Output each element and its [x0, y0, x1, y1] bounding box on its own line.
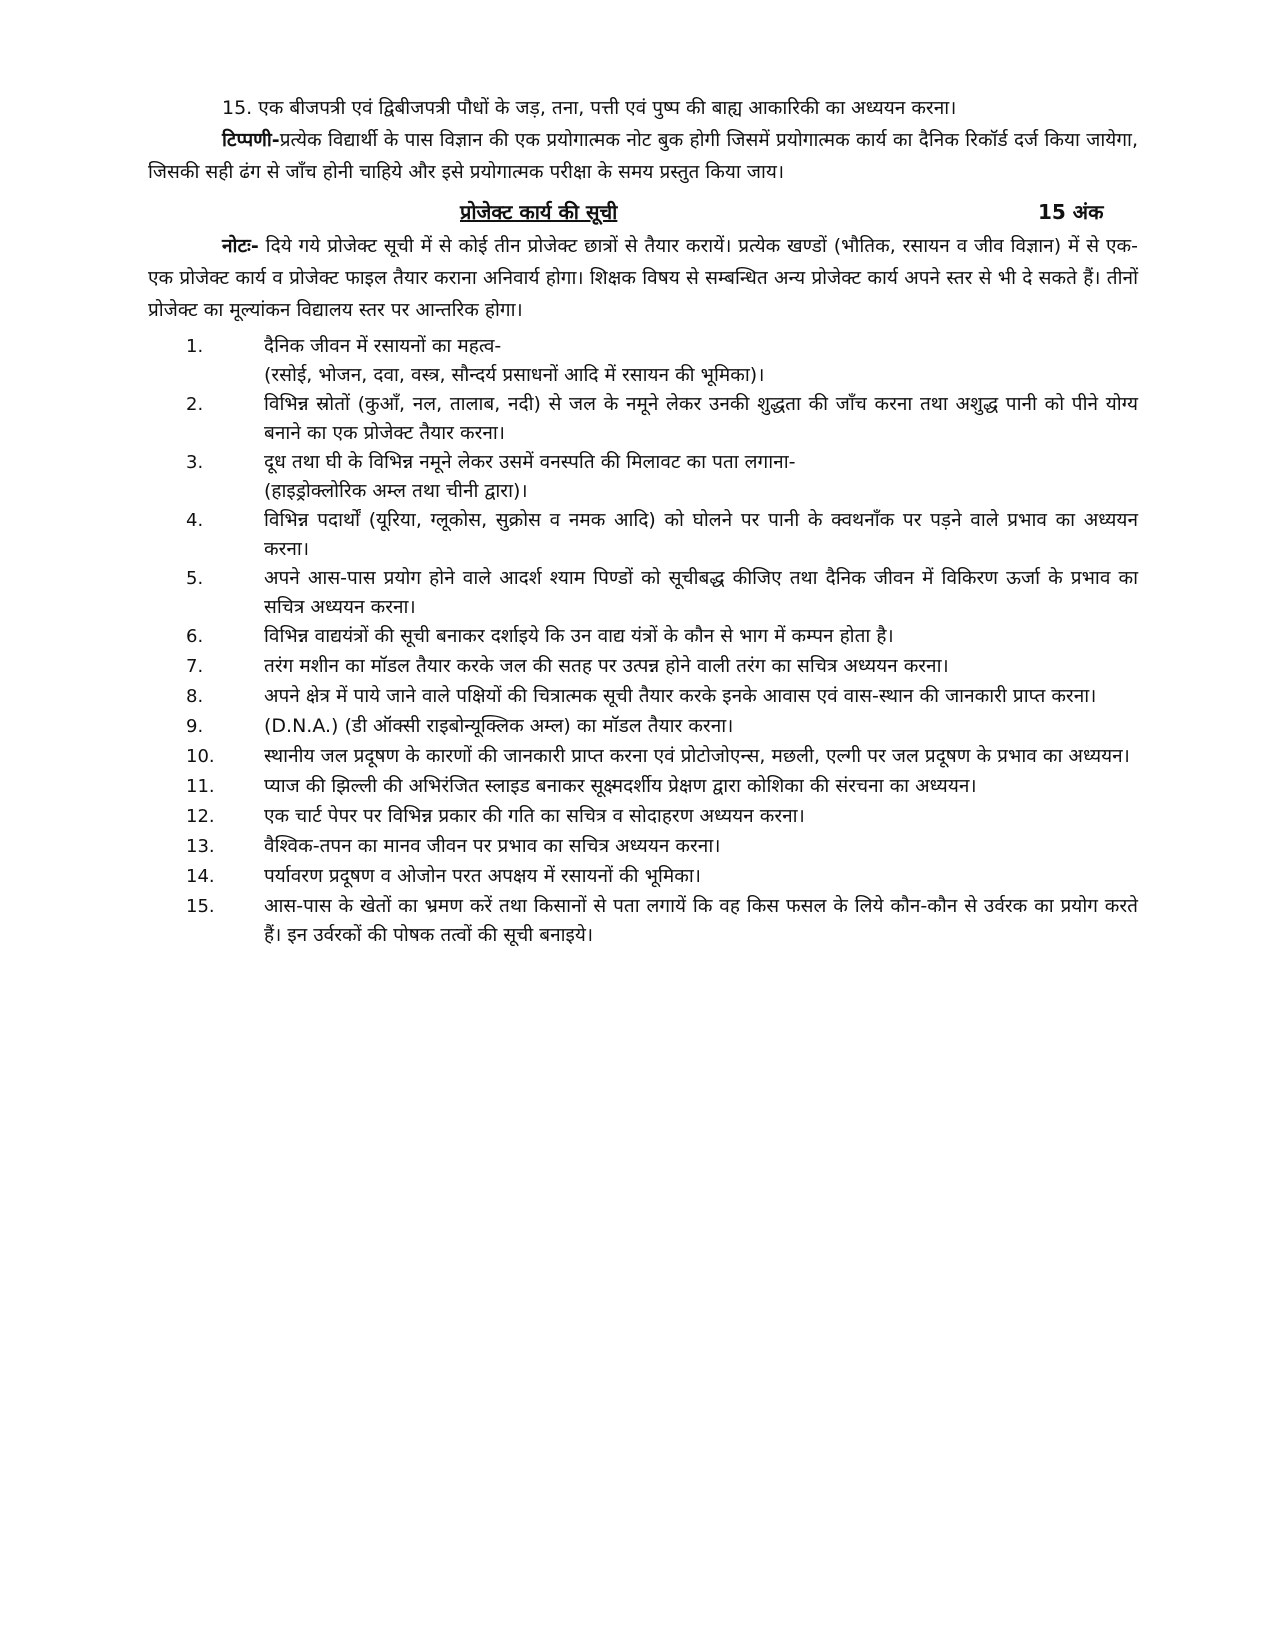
list-item-number: 5. — [186, 568, 204, 589]
list-item — [148, 652, 1138, 682]
list-item-number: 15. — [186, 896, 215, 917]
list-item-text: प्याज की झिल्ली की अभिरंजित स्लाइड बनाकर सूक्ष्मदर्शीय प्रेक्षण द्वारा कोशिका की संरचना का अध्ययन। — [264, 775, 977, 797]
project-list — [148, 332, 1138, 950]
list-item-line: (हाइड्रोक्लोरिक अम्ल तथा चीनी द्वारा)। — [264, 480, 528, 502]
list-item-number: 14. — [186, 866, 215, 887]
list-item-number: 6. — [186, 626, 204, 647]
list-item-number: 4. — [186, 510, 204, 531]
list-item-text: विभिन्न पदार्थों (यूरिया, ग्लूकोस, सुक्रोस व नमक आदि) को घोलने पर पानी के क्वथनाँक पर पड़ने वाले प्रभाव का अध्ययन करना। — [264, 509, 1138, 560]
list-item — [148, 832, 1138, 862]
list-item — [148, 506, 1138, 564]
list-item-line: दैनिक जीवन में रसायनों का महत्व- — [264, 335, 502, 357]
list-item-text: अपने क्षेत्र में पाये जाने वाले पक्षियों की चित्रात्मक सूची तैयार करके इनके आवास एवं वास-स्थान की जानकारी प्राप्त करना। — [264, 685, 1097, 707]
list-item — [148, 712, 1138, 742]
document-body — [148, 92, 1138, 950]
list-item-text: आस-पास के खेतों का भ्रमण करें तथा किसानों से पता लगायें कि वह किस फसल के लिये कौन-कौन से उर्वरक का प्रयोग करते हैं। इन उर्वरकों की पोषक तत्वों की सूची बनाइये। — [264, 895, 1138, 946]
section-heading — [148, 194, 1138, 230]
practical-note-label: टिप्पणी- — [222, 129, 280, 151]
list-item-number: 3. — [186, 452, 204, 473]
section-marks: 15 अंक — [1038, 200, 1104, 224]
list-item-number: 1. — [186, 336, 204, 357]
section-title: प्रोजेक्ट कार्य की सूची — [460, 200, 618, 224]
project-note-text: दिये गये प्रोजेक्ट सूची में से कोई तीन प्रोजेक्ट छात्रों से तैयार करायें। प्रत्येक खण्डों (भौतिक, रसायन व जीव विज्ञान) में से एक-एक प्रोजेक्ट कार्य व प्रोजेक्ट फाइल तैयार कराना अनिवार्य होगा। शिक्षक विषय से सम्बन्धित अन्य प्रोजेक्ट कार्य अपने स्तर से भी दे सकते हैं। तीनों प्रोजेक्ट का मूल्यांकन विद्यालय स्तर पर आन्तरिक होगा। — [148, 235, 1138, 321]
list-item — [148, 862, 1138, 892]
list-item-text: विभिन्न स्रोतों (कुआँ, नल, तालाब, नदी) से जल के नमूने लेकर उनकी शुद्धता की जाँच करना तथा अशुद्ध पानी को पीने योग्य बनाने का एक प्रोजेक्ट तैयार करना। — [264, 393, 1138, 444]
list-item-text — [264, 448, 1138, 506]
list-item-number: 10. — [186, 746, 215, 767]
list-item-text: विभिन्न वाद्ययंत्रों की सूची बनाकर दर्शाइये कि उन वाद्य यंत्रों के कौन से भाग में कम्पन होता है। — [264, 625, 894, 647]
practical-note — [148, 124, 1138, 188]
project-note-label: नोटः- — [222, 235, 259, 257]
list-item — [148, 892, 1138, 950]
list-item-text: अपने आस-पास प्रयोग होने वाले आदर्श श्याम पिण्डों को सूचीबद्ध कीजिए तथा दैनिक जीवन में विकिरण ऊर्जा के प्रभाव का सचित्र अध्ययन करना। — [264, 567, 1138, 618]
list-item — [148, 564, 1138, 622]
list-item-number: 11. — [186, 776, 215, 797]
list-item — [148, 742, 1138, 772]
list-item-number: 7. — [186, 656, 204, 677]
list-item — [148, 332, 1138, 390]
list-item-number: 12. — [186, 806, 215, 827]
list-item — [148, 772, 1138, 802]
list-item-text: तरंग मशीन का मॉडल तैयार करके जल की सतह पर उत्पन्न होने वाली तरंग का सचित्र अध्ययन करना। — [264, 655, 949, 677]
practical-note-text: प्रत्येक विद्यार्थी के पास विज्ञान की एक प्रयोगात्मक नोट बुक होगी जिसमें प्रयोगात्मक कार्य का दैनिक रिकॉर्ड दर्ज किया जायेगा, जिसकी सही ढंग से जाँच होनी चाहिये और इसे प्रयोगात्मक परीक्षा के समय प्रस्तुत किया जाय। — [148, 129, 1138, 183]
list-item-number: 13. — [186, 836, 215, 857]
list-item — [148, 622, 1138, 652]
list-item-text: वैश्विक-तपन का मानव जीवन पर प्रभाव का सचित्र अध्ययन करना। — [264, 835, 721, 857]
list-item — [148, 682, 1138, 712]
list-item-line: दूध तथा घी के विभिन्न नमूने लेकर उसमें वनस्पति की मिलावट का पता लगाना- — [264, 451, 796, 473]
list-item-text: स्थानीय जल प्रदूषण के कारणों की जानकारी प्राप्त करना एवं प्रोटोजोएन्स, मछली, एल्गी पर जल प्रदूषण के प्रभाव का अध्ययन। — [264, 745, 1130, 767]
list-item-number: 2. — [186, 394, 204, 415]
project-note — [148, 230, 1138, 326]
list-item-number: 8. — [186, 686, 204, 707]
list-item — [148, 448, 1138, 506]
list-item-number: 9. — [186, 716, 204, 737]
list-item — [148, 390, 1138, 448]
list-item — [148, 802, 1138, 832]
list-item-text: (D.N.A.) (डी ऑक्सी राइबोन्यूक्लिक अम्ल) का मॉडल तैयार करना। — [264, 715, 734, 737]
list-item-text: एक चार्ट पेपर पर विभिन्न प्रकार की गति का सचित्र व सोदाहरण अध्ययन करना। — [264, 805, 805, 827]
list-item-line: (रसोई, भोजन, दवा, वस्त्र, सौन्दर्य प्रसाधनों आदि में रसायन की भूमिका)। — [264, 364, 765, 386]
list-item-text: पर्यावरण प्रदूषण व ओजोन परत अपक्षय में रसायनों की भूमिका। — [264, 865, 701, 887]
intro-point-15: 15. एक बीजपत्री एवं द्विबीजपत्री पौधों के जड़, तना, पत्ती एवं पुष्प की बाह्य आकारिकी का अध्ययन करना। — [222, 97, 957, 119]
list-item-text — [264, 332, 1138, 390]
